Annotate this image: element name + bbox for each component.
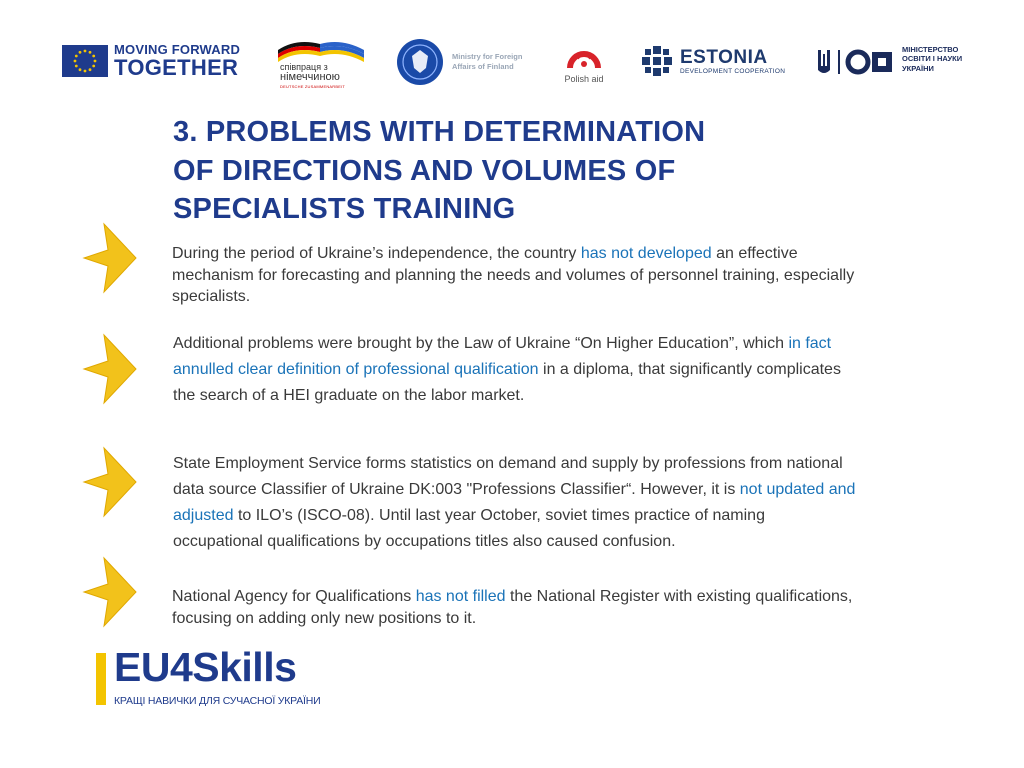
finland-emblem-icon — [396, 38, 446, 86]
eu4skills-tagline: КРАЩІ НАВИЧКИ ДЛЯ СУЧАСНОЇ УКРАЇНИ — [114, 695, 321, 707]
eu-logo-text — [114, 43, 240, 79]
polish-aid-label: Polish aid — [564, 74, 604, 84]
paragraph-2-text-b: in a diploma, that significantly complicates — [538, 361, 841, 378]
paragraph-1-text-c: an effective — [711, 245, 798, 262]
paragraph-1-text-a: During the period of Ukraine’s independence, the country — [172, 245, 581, 262]
paragraph-2-text-a: Additional problems were brought by the Law of Ukraine “On Higher Education”, which — [173, 335, 789, 352]
finland-logo-text — [452, 52, 522, 72]
finland-logo-line2: Affairs of Finland — [452, 61, 514, 71]
estonia-logo-line1: ESTONIA — [680, 47, 768, 68]
eu4skills-accent-bar — [96, 653, 106, 705]
title-line-1: 3. PROBLEMS WITH DETERMINATION — [173, 116, 706, 148]
germany-ukraine-flag-icon — [276, 36, 368, 62]
eu-logo-line2: TOGETHER — [114, 55, 239, 80]
paragraph-1-line-1 — [172, 243, 854, 265]
estonia-development-logo — [640, 44, 786, 80]
finland-logo-line1: Ministry for Foreign — [452, 52, 523, 61]
paragraph-3 — [173, 451, 855, 555]
polish-aid-logo — [554, 38, 614, 88]
page-title — [173, 113, 705, 229]
germany-logo-line2: німеччиною — [280, 71, 340, 83]
ukraine-logo-line2: ОСВІТИ І НАУКИ — [902, 54, 963, 64]
paragraph-3-line-1: State Employment Service forms statistics on demand and supply by professions from national — [173, 455, 843, 472]
eu-flag-icon — [62, 45, 108, 77]
finland-ministry-logo — [396, 38, 536, 86]
highlight-annulled-definition: annulled clear definition of professional qualification — [173, 361, 539, 378]
paragraph-2-line-3: the search of a HEI graduate on the labor market. — [173, 387, 525, 404]
bullet-arrow-icon — [82, 333, 138, 405]
highlight-in-fact: in fact — [788, 335, 832, 352]
paragraph-3-line-4: occupational qualifications by occupations titles also caused confusion. — [173, 533, 676, 550]
paragraph-3-line-3 — [173, 503, 855, 529]
highlight-adjusted: adjusted — [173, 507, 234, 524]
ukraine-ministry-logo — [814, 44, 974, 80]
highlight-not-updated: not updated and — [739, 481, 856, 498]
ukraine-logo-line1: МІНІСТЕРСТВО — [902, 45, 959, 54]
highlight-has-not-filled: has not filled — [415, 588, 506, 605]
highlight-has-not-developed: has not developed — [580, 245, 712, 262]
paragraph-3-line-2 — [173, 477, 855, 503]
title-line-3: SPECIALISTS TRAINING — [173, 193, 516, 225]
bullet-arrow-icon — [82, 556, 138, 628]
paragraph-3-text-b: to ILO’s (ISCO-08). Until last year October, soviet times practice of naming — [233, 507, 765, 524]
eu-logo-line1: MOVING FORWARD — [114, 42, 241, 57]
ukraine-logo-text — [902, 45, 962, 73]
germany-cooperation-logo — [276, 36, 368, 88]
paragraph-4-line-1 — [172, 586, 852, 608]
bullet-arrow-icon — [82, 446, 138, 518]
polish-aid-icon — [564, 38, 604, 74]
paragraph-2-line-2 — [173, 357, 841, 383]
bullet-arrow-icon — [82, 222, 138, 294]
paragraph-1 — [172, 243, 854, 308]
title-line-2: OF DIRECTIONS AND VOLUMES OF — [173, 154, 676, 187]
paragraph-4-text-c: the National Register with existing qualifications, — [505, 588, 853, 605]
paragraph-4-line-2: focusing on adding only new positions to it. — [172, 609, 477, 627]
ukraine-trident-icon — [814, 44, 898, 80]
paragraph-2 — [173, 331, 841, 409]
germany-logo-line1: співпраця з — [280, 62, 328, 72]
paragraph-1-line-2: mechanism for forecasting and planning the needs and volumes of personnel training, especially — [172, 266, 855, 284]
eu4skills-logo: EU4Skills — [114, 644, 297, 690]
ukraine-logo-line3: УКРАЇНИ — [902, 63, 934, 73]
germany-logo-line3: DEUTSCHE ZUSAMMENARBEIT — [280, 84, 346, 89]
estonia-cross-icon — [640, 44, 674, 78]
paragraph-3-text-a: data source Classifier of Ukraine DK:003 "Professions Classifier“. However, it is — [173, 481, 740, 498]
paragraph-4-text-a: National Agency for Qualifications — [172, 588, 416, 605]
estonia-logo-line2: DEVELOPMENT COOPERATION — [680, 68, 786, 75]
paragraph-2-line-1 — [173, 331, 841, 357]
paragraph-1-line-3: specialists. — [172, 288, 251, 305]
paragraph-4 — [172, 586, 852, 629]
